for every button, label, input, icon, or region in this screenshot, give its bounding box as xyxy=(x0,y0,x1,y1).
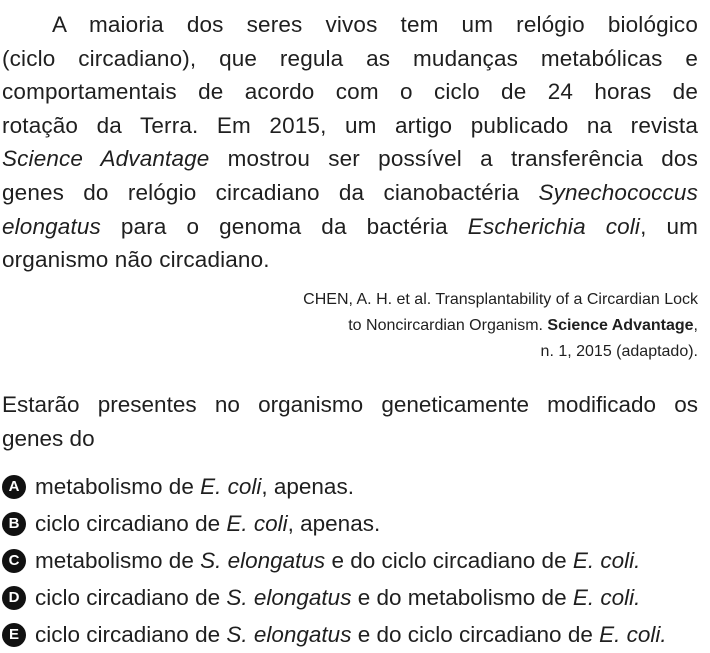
option-text xyxy=(35,548,640,574)
option-fragment: e do ciclo circadiano de xyxy=(325,547,573,573)
citation-fragment: to Noncircardian Organism. xyxy=(348,317,548,334)
option-fragment: e do ciclo circadiano de xyxy=(351,621,600,647)
option-fragment: e do metabolismo de xyxy=(351,584,573,610)
option-species: S. elongatus xyxy=(200,547,326,573)
option-species: E. coli xyxy=(226,510,288,536)
option-text xyxy=(35,622,667,648)
option-d[interactable] xyxy=(2,579,702,616)
passage-fragment: mostrou ser possível a transferência dos xyxy=(209,146,698,172)
citation-line xyxy=(303,313,698,339)
passage-line: A maioria dos seres vivos tem um relógio biológico xyxy=(52,12,698,37)
question-line: Estarão presentes no organismo geneticamente modificado os xyxy=(2,392,698,417)
citation-fragment: , xyxy=(693,317,698,334)
question-stem xyxy=(2,388,698,455)
passage-fragment: , um xyxy=(640,213,698,239)
option-fragment: ciclo circadiano de xyxy=(35,621,227,647)
question-line: genes do xyxy=(2,425,95,451)
option-letter-badge: E xyxy=(2,623,26,647)
passage-line: organismo não circadiano. xyxy=(2,247,270,273)
passage-fragment: para o genoma da bactéria xyxy=(100,213,468,239)
citation-line: n. 1, 2015 (adaptado). xyxy=(540,343,698,360)
passage-line: rotação da Terra. Em 2015, um artigo publicado na revista xyxy=(2,112,698,138)
passage-fragment: genes do relógio circadiano da cianobactéria xyxy=(2,179,539,205)
passage-line xyxy=(2,142,698,176)
option-letter-badge: D xyxy=(2,586,26,610)
option-species: S. elongatus xyxy=(226,621,352,647)
passage-line: comportamentais de acordo com o ciclo de 24 horas de xyxy=(2,79,698,105)
option-text xyxy=(35,585,640,611)
species-name: Synechococcus xyxy=(538,179,698,205)
option-fragment: , apenas. xyxy=(261,473,354,499)
source-citation xyxy=(303,287,698,365)
option-fragment: metabolismo de xyxy=(35,473,201,499)
option-species: E. coli xyxy=(200,473,262,499)
journal-name: Science Advantage xyxy=(2,146,210,172)
passage-line: (ciclo circadiano), que regula as mudanças metabólicas e xyxy=(2,45,698,71)
option-letter-badge: B xyxy=(2,512,26,536)
option-a[interactable] xyxy=(2,468,702,505)
species-name: elongatus xyxy=(2,213,101,239)
option-letter-badge: A xyxy=(2,475,26,499)
option-text xyxy=(35,474,354,500)
species-name: Escherichia coli xyxy=(467,213,641,239)
answer-options xyxy=(2,468,702,653)
passage-text xyxy=(2,8,698,277)
option-c[interactable] xyxy=(2,542,702,579)
option-b[interactable] xyxy=(2,505,702,542)
option-species: E. coli. xyxy=(572,584,641,610)
option-species: E. coli. xyxy=(572,547,641,573)
option-fragment: , apenas. xyxy=(287,510,381,536)
option-species: S. elongatus xyxy=(226,584,352,610)
option-fragment: metabolismo de xyxy=(35,547,201,573)
option-fragment: ciclo circadiano de xyxy=(35,584,227,610)
citation-journal: Science Advantage xyxy=(547,317,694,334)
passage-line xyxy=(2,176,698,210)
option-e[interactable] xyxy=(2,616,702,653)
option-species: E. coli. xyxy=(599,621,667,647)
passage-line xyxy=(2,210,698,244)
option-fragment: ciclo circadiano de xyxy=(35,510,227,536)
option-letter-badge: C xyxy=(2,549,26,573)
citation-line: CHEN, A. H. et al. Transplantability of a Circardian Lock xyxy=(303,291,698,308)
option-text xyxy=(35,511,380,537)
